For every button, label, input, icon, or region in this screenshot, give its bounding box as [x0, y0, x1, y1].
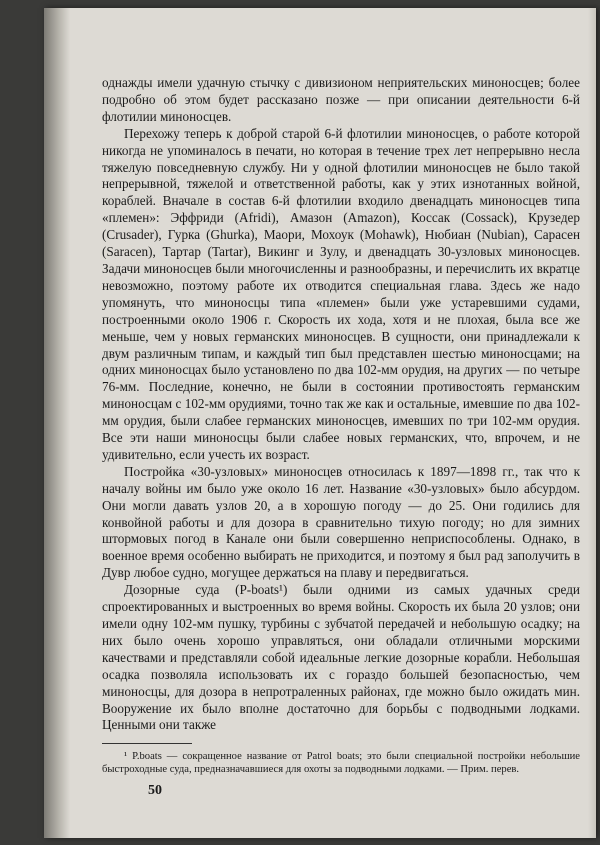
paragraph: однажды имели удачную стычку с дивизионом неприятельских миноносцев; более подробно об этом будет рассказано позже — при описании деятельности 6-й флотилии миноносцев. [102, 75, 580, 124]
footnote: ¹ P.boats — сокращенное название от Patrol boats; это были специальной постройки небольшие быстроходные суда, предназначавшиеся для охоты за подводными лодками. — Прим. перев. [102, 751, 580, 776]
page-body [102, 75, 580, 776]
paragraph: Дозорные суда (P-boats¹) были одними из самых удачных среди спроектированных и выстроенных во время войны. Скорость их была 20 узлов; они имели одну 102-мм пушку, турбины с зубчатой передачей и небольшую осадку; на них было очень хорошо управляться, они обладали отличными морскими качествами и представляли собой идеальные легкие дозорные корабли. Небольшая осадка позволяла использовать их с гораздо большей безопасностью, чем миноносцы, для дозора в непротраленных районах, где можно было ожидать мин. Вооружение их было вполне достаточно для борьбы с подводными лодками. Ценными они также [102, 582, 580, 733]
paragraph: Перехожу теперь к доброй старой 6-й флотилии миноносцев, о работе которой никогда не упоминалось в печати, но которая в течение трех лет непрерывно несла тяжелую повседневную службу. Ни у одной флотилии миноносцев не было такой непрерывной, тяжелой и ответственной работы, как у этих изнотанных войной, кораблей. Вначале в состав 6-й флотилии входило двенадцать миноносцев типа «племен»: Эффриди (Afridi), Амазон (Amazon), Коссак (Cossack), Крузедер (Crusader), Гурка (Ghurka), Маори, Мохоук (Mohawk), Нюбиан (Nubian), Сарасен (Saracen), Тартар (Tartar), Викинг и Зулу, и двенадцать 30-узловых миноносцев. Задачи миноносцев были многочисленны и разнообразны, и перечислить их вкратце невозможно, поэтому работе их отводится специальная глава. Здесь же надо упомянуть, что миноносцы типа «племен» были уже устаревшими судами, построенными около 1906 г. Скорость их хода, хотя и не плохая, была все же меньше, чем у новых германских миноносцев. В сущности, они принадлежали к двум различным типам, и каждый тип был представлен шестью миноносцами; на одних миноносцах было установлено по два 102-мм орудия, на других — по четыре 76-мм. Последние, конечно, не были в состоянии противостоять германским миноносцам с 102-мм орудиями, точно так же как и остальные, имевшие по два 102-мм орудия, были слабее германских миноносцев, имевших по три 102-мм орудия. Все эти наши миноносцы были слабее новых германских, что, впрочем, и не удивительно, если учесть их возраст. [102, 125, 580, 462]
footnote-divider [102, 743, 192, 744]
paragraph: Постройка «30-узловых» миноносцев относилась к 1897—1898 гг., так что к началу войны им было уже около 16 лет. Название «30-узловых» было абсурдом. Они могли давать узлов 20, а в хорошую погоду — до 25. Они годились для конвойной работы и для дозора в сравнительно тихую погоду; но для зимних штормовых погод в Канале они были совершенно неприспособлены. Однако, в военное время особенно выбирать не приходится, и поэтому я был рад заполучить в Дувр любое судно, могущее держаться на плаву и передвигаться. [102, 463, 580, 581]
book-spine-shadow [44, 8, 70, 838]
book-page [44, 8, 596, 838]
page-number: 50 [148, 783, 162, 798]
page-edge [588, 8, 596, 838]
